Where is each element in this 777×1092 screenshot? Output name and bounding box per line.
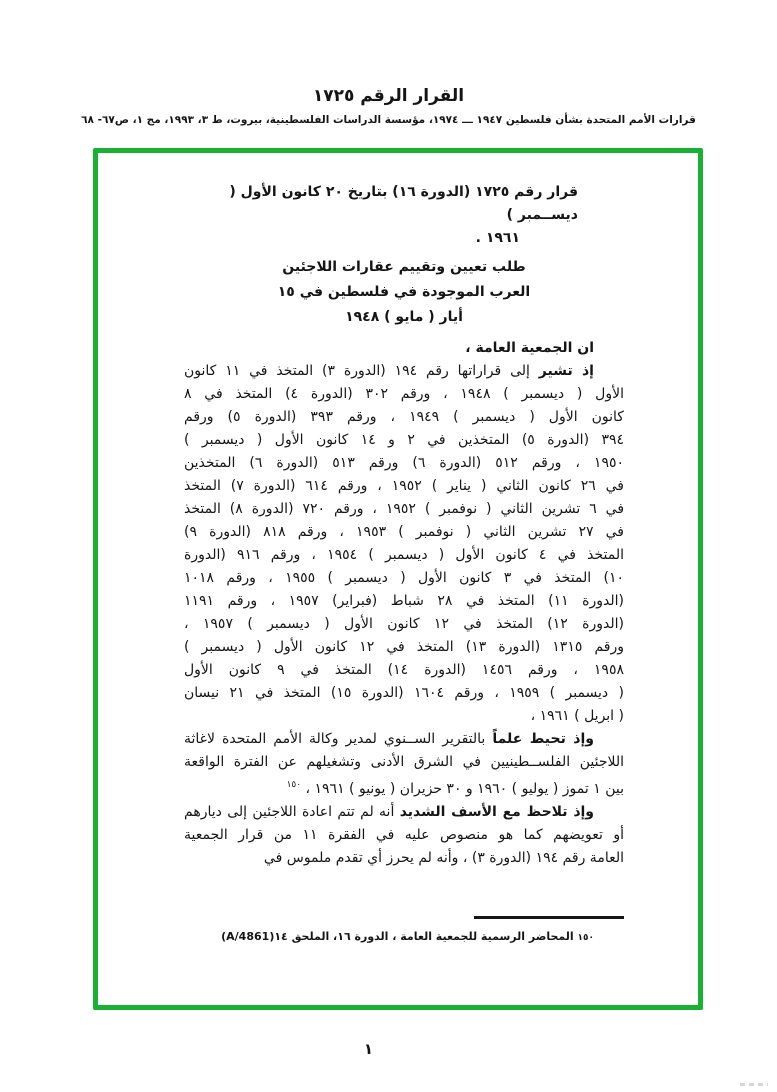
text-line: الأول ( ديسمبر ) ١٩٤٨ ، ورقم ٣٠٢ (الدورة ٤) المتخذ في ٨	[184, 386, 624, 402]
text-line: ٣٩٤ (الدورة ٥) المتخذين في ٢ و ١٤ كانون الأول ( ديسمبر )	[184, 432, 624, 448]
text-line: ١٩٥٨ ، ورقم ١٤٥٦ (الدورة ١٤) المتخذ في ٩ كانون الأول	[184, 662, 624, 678]
text-line: اللاجئين الفلســطينيين في الشرق الأدنى وتشغيلهم عن الفترة الواقعة	[184, 754, 624, 770]
document-title: القرار الرقم ١٧٢٥	[312, 86, 465, 106]
footnote-reference: ١٥٠	[286, 780, 302, 790]
text-line: المتخذ في ٤ كانون الأول ( ديسمبر ) ١٩٥٤ ، ورقم ٩١٦ (الدورة	[184, 547, 625, 563]
source-citation: قرارات الأمم المتحدة بشأن فلسطين ١٩٤٧ ـــ ١٩٧٤، مؤسسة الدراسات الفلسطينية، بيروت، ط ٣، ١٩٩٣، مج ١، ص٦٧- ٦٨	[81, 114, 696, 126]
text-line: ١٠) المتخذ في ٣ كانون الأول ( ديسمبر ) ١٩٥٥ ، ورقم ١٠١٨	[184, 570, 624, 586]
footnote-divider	[474, 916, 624, 919]
text-line: في ٢٦ كانون الثاني ( يناير ) ١٩٥٢ ، ورقم ٦١٤ (الدورة ٧) المتخذ	[184, 478, 624, 494]
text-line: ١٩٥٠ ، ورقم ٥١٢ (الدورة ٦) ورقم ٥١٣ (الدورة ٦) المتخذين	[184, 455, 624, 471]
text-line: (الدورة ١١) المتخذ في ٢٨ شباط (فبراير) ١٩٥٧ ، ورقم ١١٩١	[184, 593, 624, 609]
resolution-heading-line: ١٩٦١ .	[475, 230, 520, 246]
text-line: بين ١ تموز ( يوليو ) ١٩٦٠ و ٣٠ حزيران ( يونيو ) ١٩٦١ ، $^{١٥٠}$	[286, 780, 624, 797]
subtitle-line: طلب تعيين وتقييم عقارات اللاجئين	[282, 259, 526, 275]
paragraph-taking-note	[184, 728, 624, 801]
subtitle-line: أيار ( مايو ) ١٩٤٨	[345, 309, 463, 325]
text-line: أو تعويضهم كما هو منصوص عليه في الفقرة ١١ من قرار الجمعية	[184, 827, 624, 843]
paragraph-noting-regret	[184, 801, 624, 870]
scan-artifact-marks	[740, 1083, 768, 1086]
paragraph-recalling	[184, 360, 624, 728]
resolution-body	[98, 153, 698, 950]
text-line: في ٢٧ تشرين الثاني ( نوفمبر ) ١٩٥٣ ، ورقم ٨١٨ (الدورة ٩)	[184, 524, 624, 540]
text-line: (الدورة ١٢) المتخذ في ١٢ كانون الأول ( ديسمبر ) ١٩٥٧ ،	[184, 616, 625, 632]
text-line: وإذ تحيط علماً بالتقرير الســنوي لمدير وكالة الأمم المتحدة لاغاثة	[184, 731, 594, 747]
footnote-area	[184, 916, 624, 950]
footnote-marker: ١٥٠	[577, 933, 594, 943]
resolution-heading	[184, 181, 624, 250]
text-line: إذ تشير إلى قراراتها رقم ١٩٤ (الدورة ٣) المتخذ في ١١ كانون	[184, 363, 594, 379]
text-line: ( ابريل ) ١٩٦١ ،	[530, 708, 624, 724]
text-line: كانون الأول ( ديسمبر ) ١٩٤٩ ، ورقم ٣٩٣ (الدورة ٥) ورقم	[184, 409, 624, 425]
subtitle-line: العرب الموجودة في فلسطين في ١٥	[277, 284, 531, 300]
footnote	[184, 925, 624, 950]
highlight-frame	[93, 148, 703, 1010]
preamble-opening: ان الجمعية العامة ،	[465, 340, 594, 356]
footnote-text: المحاضر الرسمية للجمعية العامة ، الدورة ١٦، الملحق ١٤(A/4861)	[221, 930, 574, 943]
text-line: العامة رقم ١٩٤ (الدورة ٣) ، وأنه لم يحرز أي تقدم ملموس في	[263, 850, 624, 866]
resolution-subtitle	[184, 255, 624, 330]
text-line: ( ديسمبر ) ١٩٥٩ ، ورقم ١٦٠٤ (الدورة ١٥) المتخذ في ٢١ نيسان	[184, 685, 624, 701]
resolution-heading-line: قرار رقم ١٧٢٥ (الدورة ١٦) بتاريخ ٢٠ كانون الأول ( ديســمبر )	[229, 184, 578, 223]
text-line: ورقم ١٣١٥ (الدورة ١٣) المتخذ في ١٢ كانون الأول ( ديسمبر )	[184, 639, 624, 655]
page-number: ١	[363, 1040, 374, 1058]
text-line: وإذ تلاحظ مع الأسف الشديد أنه لم تتم اعادة اللاجئين إلى ديارهم	[184, 804, 594, 820]
text-line: في ٦ تشرين الثاني ( نوفمبر ) ١٩٥٢ ، ورقم ٧٢٠ (الدورة ٨) المتخذ	[184, 501, 625, 517]
